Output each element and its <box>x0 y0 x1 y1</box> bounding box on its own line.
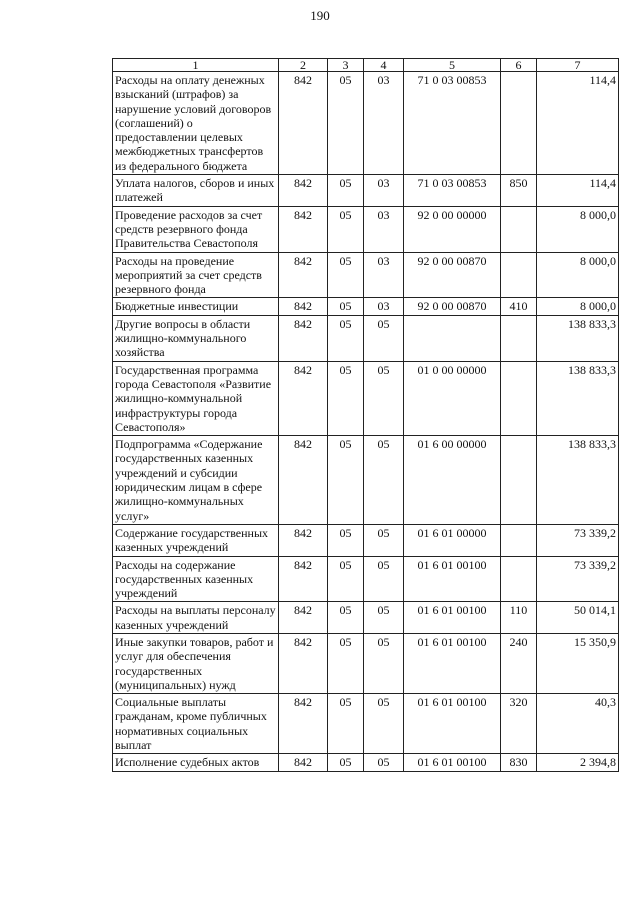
row-name: Государственная программа города Севастополя «Развитие жилищно-коммунальной инфраструктуры города Севастополя» <box>113 361 279 435</box>
row-ministry-code: 842 <box>279 556 328 602</box>
row-ministry-code: 842 <box>279 694 328 754</box>
row-section-code: 05 <box>328 602 364 634</box>
row-expense-type: 830 <box>501 754 537 771</box>
row-ministry-code: 842 <box>279 633 328 693</box>
row-subsection-code: 03 <box>364 175 404 207</box>
row-section-code: 05 <box>328 252 364 298</box>
row-subsection-code: 05 <box>364 315 404 361</box>
table-row <box>113 633 619 693</box>
row-expense-type <box>501 361 537 435</box>
row-expense-type <box>501 252 537 298</box>
row-target-article: 01 6 01 00100 <box>404 633 501 693</box>
header-col-3: 3 <box>328 59 364 72</box>
table-row <box>113 252 619 298</box>
table-row <box>113 206 619 252</box>
row-expense-type <box>501 524 537 556</box>
row-expense-type <box>501 206 537 252</box>
row-ministry-code: 842 <box>279 436 328 525</box>
row-amount: 8 000,0 <box>537 206 619 252</box>
header-col-1: 1 <box>113 59 279 72</box>
row-target-article: 01 6 01 00100 <box>404 602 501 634</box>
row-subsection-code: 03 <box>364 72 404 175</box>
row-section-code: 05 <box>328 436 364 525</box>
row-subsection-code: 03 <box>364 206 404 252</box>
row-expense-type: 410 <box>501 298 537 315</box>
row-amount: 73 339,2 <box>537 524 619 556</box>
row-target-article: 01 6 01 00000 <box>404 524 501 556</box>
table-header-row <box>113 59 619 72</box>
row-target-article: 92 0 00 00870 <box>404 252 501 298</box>
table-row <box>113 175 619 207</box>
row-amount: 8 000,0 <box>537 252 619 298</box>
row-subsection-code: 05 <box>364 633 404 693</box>
row-target-article: 01 6 01 00100 <box>404 694 501 754</box>
row-subsection-code: 05 <box>364 361 404 435</box>
row-amount: 2 394,8 <box>537 754 619 771</box>
row-subsection-code: 05 <box>364 524 404 556</box>
row-ministry-code: 842 <box>279 175 328 207</box>
row-name: Подпрограмма «Содержание государственных казенных учреждений и субсидии юридическим лицам в сфере жилищно-коммунальных услуг» <box>113 436 279 525</box>
row-section-code: 05 <box>328 72 364 175</box>
row-name: Уплата налогов, сборов и иных платежей <box>113 175 279 207</box>
header-col-5: 5 <box>404 59 501 72</box>
row-name: Проведение расходов за счет средств резервного фонда Правительства Севастополя <box>113 206 279 252</box>
table-row <box>113 361 619 435</box>
row-section-code: 05 <box>328 315 364 361</box>
row-subsection-code: 05 <box>364 556 404 602</box>
row-amount: 138 833,3 <box>537 436 619 525</box>
row-section-code: 05 <box>328 206 364 252</box>
row-expense-type <box>501 436 537 525</box>
row-target-article: 92 0 00 00870 <box>404 298 501 315</box>
header-col-2: 2 <box>279 59 328 72</box>
row-target-article: 92 0 00 00000 <box>404 206 501 252</box>
row-section-code: 05 <box>328 754 364 771</box>
table-row <box>113 72 619 175</box>
row-name: Иные закупки товаров, работ и услуг для обеспечения государственных (муниципальных) нужд <box>113 633 279 693</box>
row-section-code: 05 <box>328 175 364 207</box>
row-subsection-code: 05 <box>364 754 404 771</box>
table-row <box>113 298 619 315</box>
row-section-code: 05 <box>328 694 364 754</box>
row-ministry-code: 842 <box>279 524 328 556</box>
row-subsection-code: 05 <box>364 694 404 754</box>
row-name: Другие вопросы в области жилищно-коммунального хозяйства <box>113 315 279 361</box>
row-target-article: 71 0 03 00853 <box>404 72 501 175</box>
row-name: Исполнение судебных актов <box>113 754 279 771</box>
row-amount: 73 339,2 <box>537 556 619 602</box>
row-expense-type: 320 <box>501 694 537 754</box>
budget-table <box>112 58 619 772</box>
row-subsection-code: 03 <box>364 298 404 315</box>
row-target-article: 71 0 03 00853 <box>404 175 501 207</box>
row-amount: 114,4 <box>537 72 619 175</box>
row-amount: 15 350,9 <box>537 633 619 693</box>
row-name: Расходы на содержание государственных казенных учреждений <box>113 556 279 602</box>
row-ministry-code: 842 <box>279 315 328 361</box>
row-ministry-code: 842 <box>279 298 328 315</box>
row-ministry-code: 842 <box>279 361 328 435</box>
table-row <box>113 524 619 556</box>
row-amount: 50 014,1 <box>537 602 619 634</box>
row-name: Бюджетные инвестиции <box>113 298 279 315</box>
row-expense-type: 850 <box>501 175 537 207</box>
row-target-article <box>404 315 501 361</box>
row-expense-type: 240 <box>501 633 537 693</box>
row-expense-type <box>501 556 537 602</box>
row-ministry-code: 842 <box>279 72 328 175</box>
row-subsection-code: 03 <box>364 252 404 298</box>
row-subsection-code: 05 <box>364 436 404 525</box>
row-subsection-code: 05 <box>364 602 404 634</box>
table-row <box>113 315 619 361</box>
table-row <box>113 754 619 771</box>
row-name: Расходы на оплату денежных взысканий (штрафов) за нарушение условий договоров (соглашений) о предоставлении целевых межбюджетных трансфертов из федерального бюджета <box>113 72 279 175</box>
row-section-code: 05 <box>328 298 364 315</box>
row-name: Расходы на проведение мероприятий за счет средств резервного фонда <box>113 252 279 298</box>
row-amount: 8 000,0 <box>537 298 619 315</box>
row-expense-type <box>501 315 537 361</box>
row-target-article: 01 0 00 00000 <box>404 361 501 435</box>
row-amount: 138 833,3 <box>537 315 619 361</box>
table-row <box>113 602 619 634</box>
row-ministry-code: 842 <box>279 754 328 771</box>
table-row <box>113 694 619 754</box>
row-ministry-code: 842 <box>279 602 328 634</box>
row-target-article: 01 6 01 00100 <box>404 754 501 771</box>
row-section-code: 05 <box>328 633 364 693</box>
page-number: 190 <box>310 8 330 23</box>
row-ministry-code: 842 <box>279 252 328 298</box>
row-target-article: 01 6 00 00000 <box>404 436 501 525</box>
row-name: Социальные выплаты гражданам, кроме публичных нормативных социальных выплат <box>113 694 279 754</box>
row-expense-type: 110 <box>501 602 537 634</box>
row-section-code: 05 <box>328 361 364 435</box>
row-ministry-code: 842 <box>279 206 328 252</box>
header-col-4: 4 <box>364 59 404 72</box>
table-row <box>113 436 619 525</box>
table-row <box>113 556 619 602</box>
row-amount: 114,4 <box>537 175 619 207</box>
row-amount: 138 833,3 <box>537 361 619 435</box>
row-name: Содержание государственных казенных учреждений <box>113 524 279 556</box>
row-name: Расходы на выплаты персоналу казенных учреждений <box>113 602 279 634</box>
row-section-code: 05 <box>328 556 364 602</box>
row-expense-type <box>501 72 537 175</box>
row-amount: 40,3 <box>537 694 619 754</box>
row-section-code: 05 <box>328 524 364 556</box>
header-col-6: 6 <box>501 59 537 72</box>
row-target-article: 01 6 01 00100 <box>404 556 501 602</box>
header-col-7: 7 <box>537 59 619 72</box>
